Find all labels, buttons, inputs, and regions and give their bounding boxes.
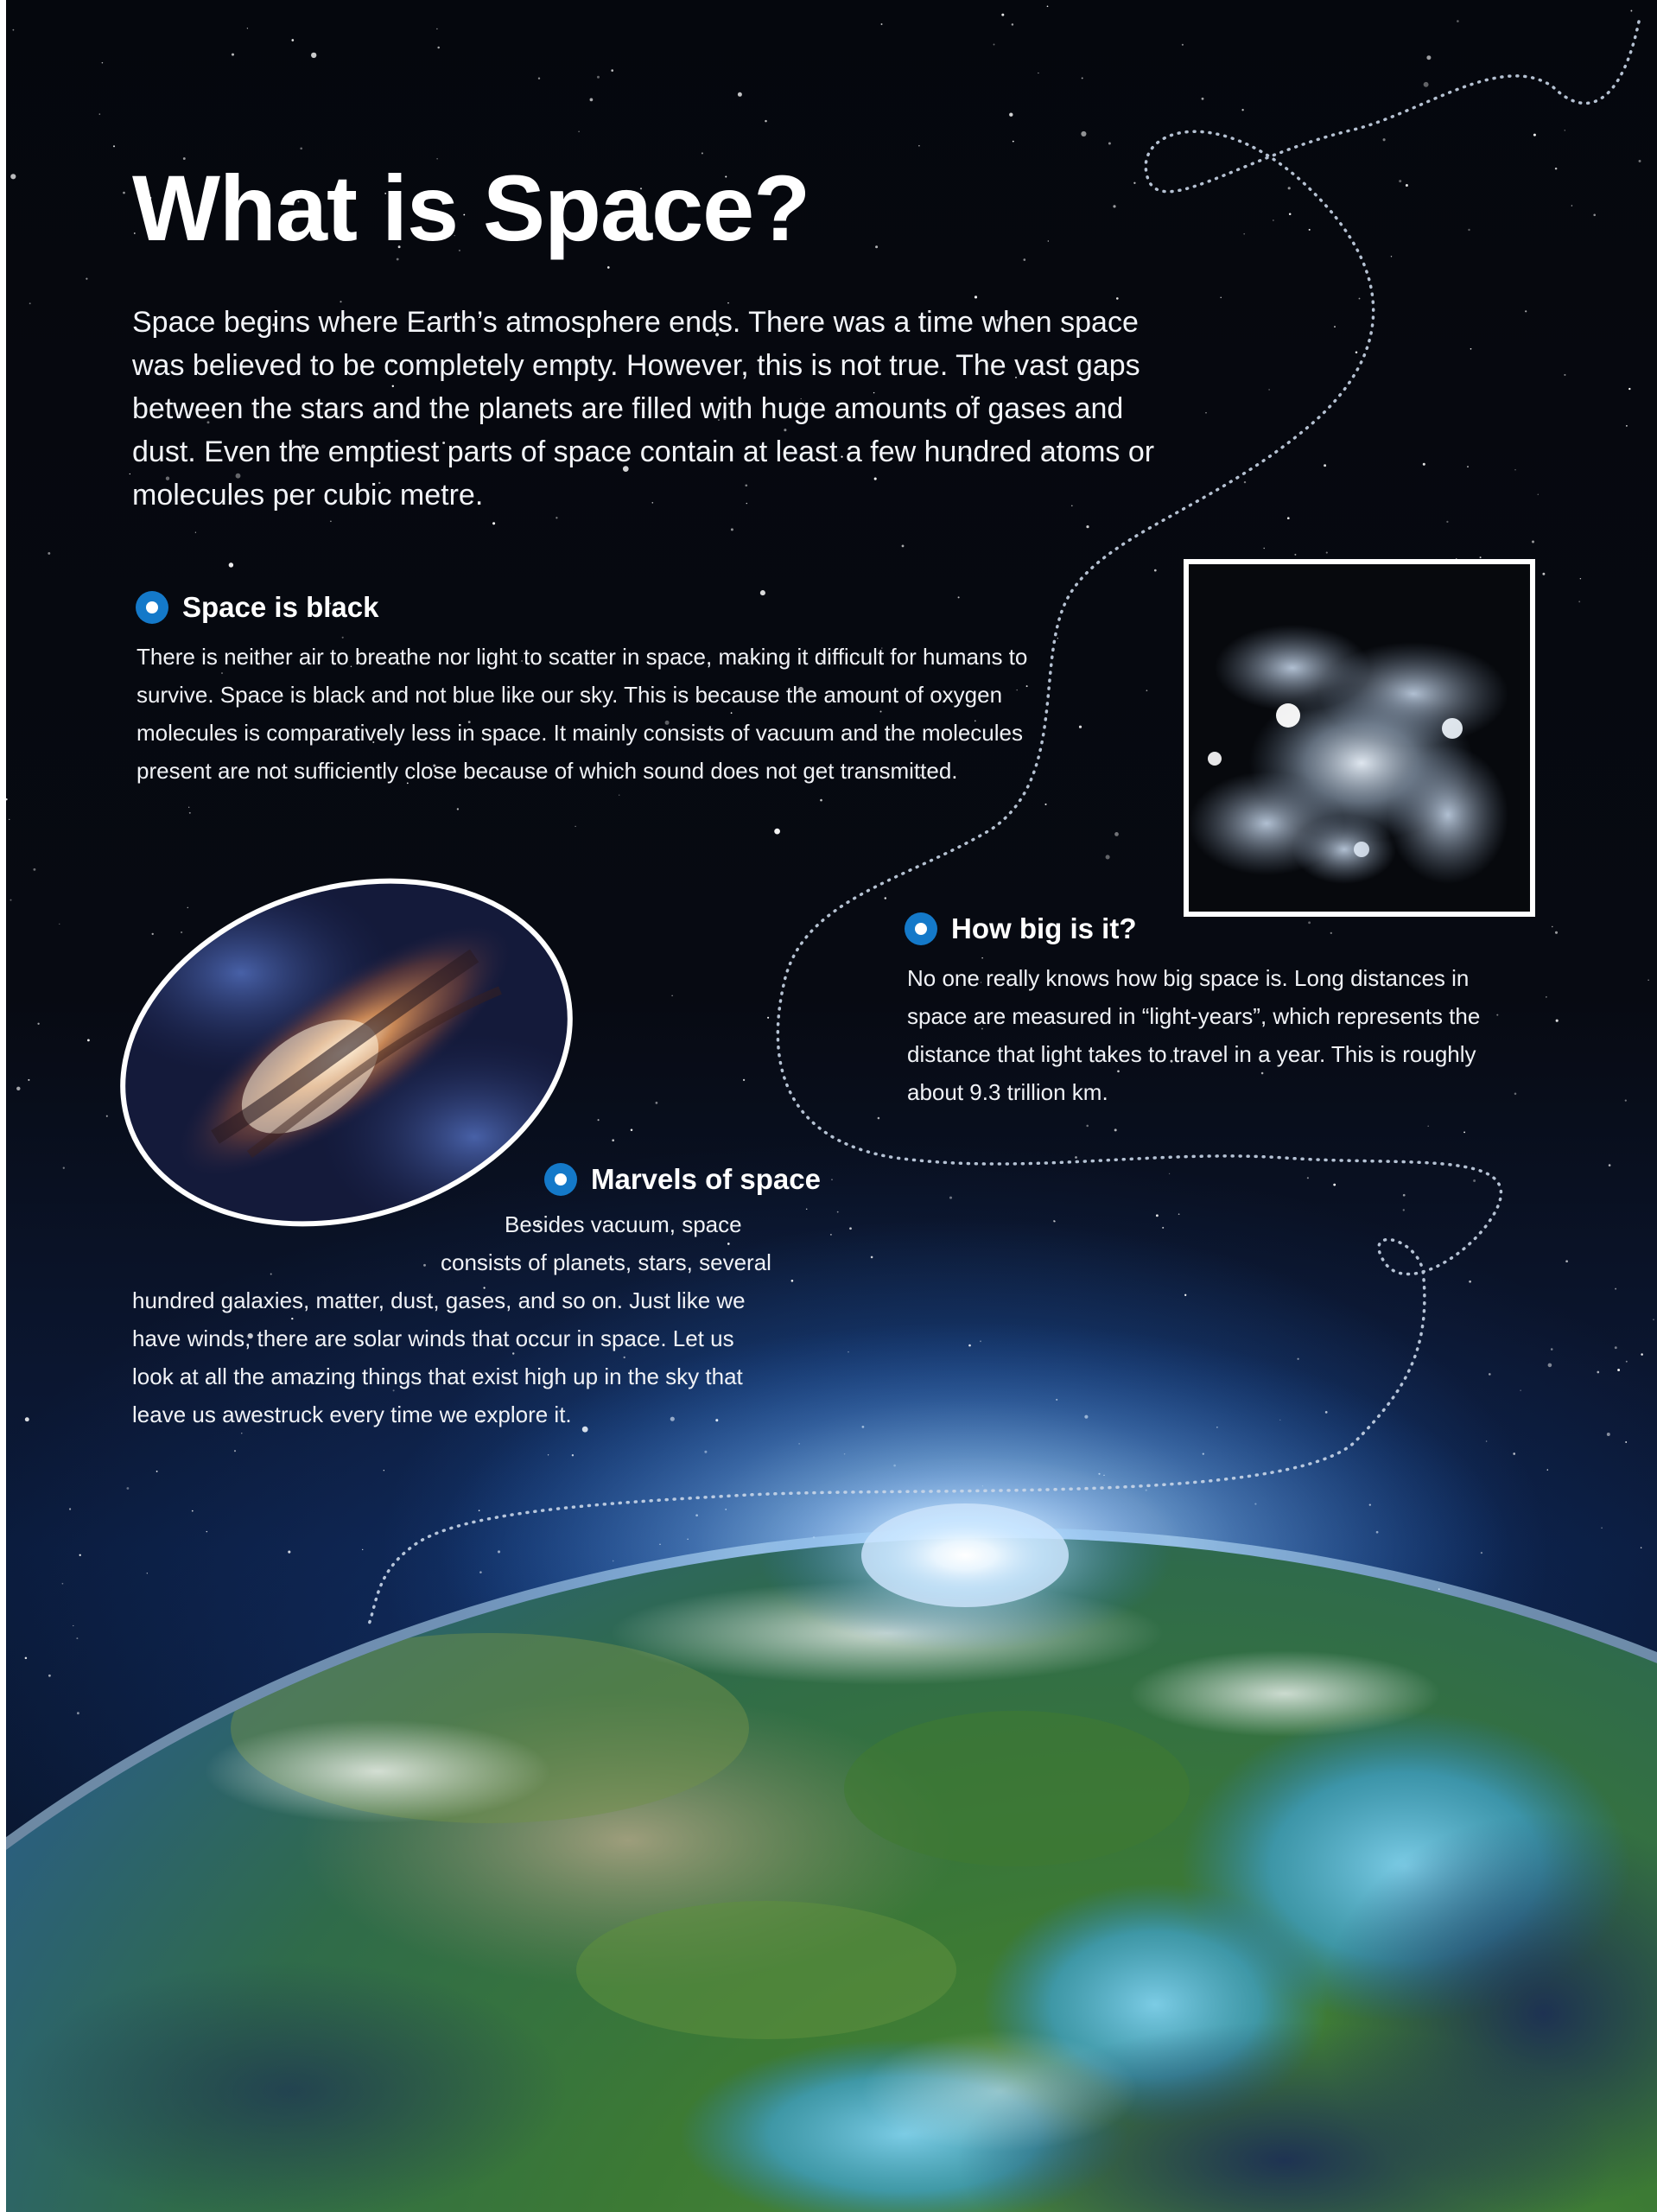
- section-heading-label: Marvels of space: [591, 1163, 821, 1195]
- bullet-icon: [544, 1163, 577, 1196]
- text-line: consists of planets, stars, several: [441, 1249, 771, 1275]
- page-title: What is Space?: [132, 156, 810, 260]
- nebula-photo-art: [1189, 564, 1530, 912]
- section-heading-label: Space is black: [182, 591, 379, 623]
- section-text-how-big-is-it: No one really knows how big space is. Long distances in space are measured in “light-years”, which represents the distance that light takes to travel in a year. This is roughly about 9.3 trillion km.: [907, 965, 1481, 1105]
- text-line: hundred galaxies, matter, dust, gases, and so on. Just like we: [132, 1287, 746, 1313]
- page: [6, 0, 1657, 2212]
- nebula-photo: [1184, 559, 1535, 917]
- text-line: have winds, there are solar winds that occur in space. Let us: [132, 1325, 734, 1351]
- section-heading-space-is-black: [136, 591, 378, 624]
- section-heading-how-big-is-it: [905, 912, 1136, 945]
- intro-paragraph: Space begins where Earth’s atmosphere ends. There was a time when space was believed to be completely empty. However, this is not true. The vast gaps between the stars and the planets are filled with huge amounts of gases and dust. Even the emptiest parts of space contain at least a few hundred atoms or molecules per cubic metre.: [132, 306, 1155, 512]
- section-heading-marvels-of-space: [544, 1163, 821, 1196]
- bullet-icon: [905, 912, 937, 945]
- text-line: Besides vacuum, space: [505, 1211, 742, 1237]
- text-line: look at all the amazing things that exist high up in the sky that: [132, 1363, 743, 1389]
- bullet-icon: [136, 591, 168, 624]
- milky-way-photo: [111, 878, 582, 1228]
- section-text-space-is-black: There is neither air to breathe nor light to scatter in space, making it difficult for humans to survive. Space is black and not blue like our sky. This is because the amount of oxygen molecules is comparatively less in space. It mainly consists of vacuum and the molecules present are not sufficiently close because of which sound does not get transmitted.: [136, 644, 1028, 784]
- section-text-marvels-of-space: [132, 1205, 823, 1433]
- section-heading-label: How big is it?: [951, 912, 1137, 944]
- text-line: leave us awestruck every time we explore it.: [132, 1402, 572, 1427]
